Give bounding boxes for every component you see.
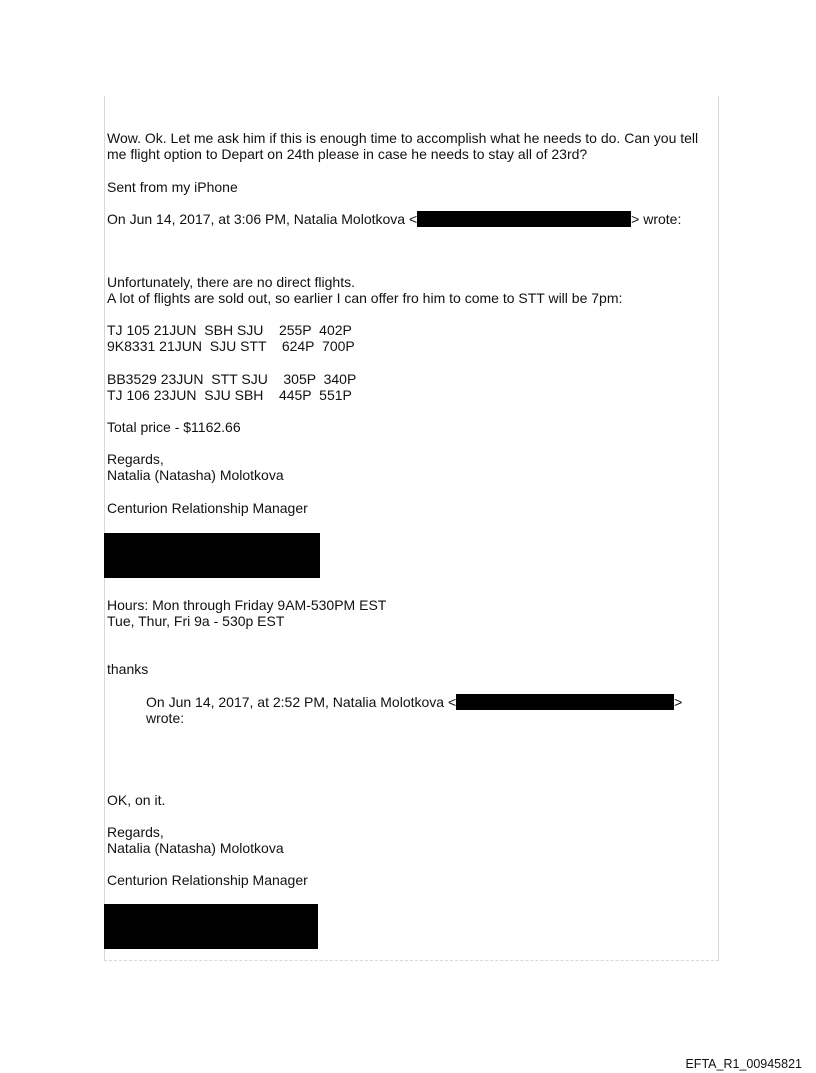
quote-header-1 (107, 211, 681, 228)
flight-row: TJ 106 23JUN SJU SBH 445P 551P (107, 387, 352, 403)
flight-row: 9K8331 21JUN SJU STT 624P 700P (107, 338, 355, 354)
quote-header-2-prefix: On Jun 14, 2017, at 2:52 PM, Natalia Molotkova < (146, 694, 457, 710)
sender-name-2: Natalia (Natasha) Molotkova (107, 840, 284, 856)
sent-from-line: Sent from my iPhone (107, 179, 238, 195)
body-line-2: A lot of flights are sold out, so earlier I can offer fro him to come to STT will be 7pm: (107, 290, 623, 306)
thanks-line: thanks (107, 661, 149, 677)
quote-header-2-suffix: > (674, 694, 683, 710)
total-price: Total price - $1162.66 (107, 419, 241, 435)
document-id: EFTA_R1_00945821 (685, 1057, 802, 1071)
redacted-email-2 (456, 694, 674, 710)
sender-title-2: Centurion Relationship Manager (107, 872, 308, 888)
quote-header-2-wrote: wrote: (146, 710, 185, 726)
flight-row: TJ 105 21JUN SBH SJU 255P 402P (107, 322, 352, 338)
reply-line-2: me flight option to Depart on 24th please in case he needs to stay all of 23rd? (107, 146, 588, 162)
redacted-signature-block-1 (104, 533, 320, 578)
sender-title-1: Centurion Relationship Manager (107, 500, 308, 516)
regards-2: Regards, (107, 824, 164, 840)
redacted-signature-block-2 (104, 904, 318, 949)
reply-line-1: Wow. Ok. Let me ask him if this is enough time to accomplish what he needs to do. Can you tell (107, 130, 699, 146)
hours-line-1: Hours: Mon through Friday 9AM-530PM EST (107, 597, 387, 613)
body-line-1: Unfortunately, there are no direct flights. (107, 274, 355, 290)
sender-name-1: Natalia (Natasha) Molotkova (107, 467, 284, 483)
flight-row: BB3529 23JUN STT SJU 305P 340P (107, 371, 357, 387)
ok-on-it-line: OK, on it. (107, 792, 166, 808)
quote-header-2 (146, 694, 682, 711)
quote-header-1-suffix: > wrote: (631, 211, 682, 227)
quote-header-1-prefix: On Jun 14, 2017, at 3:06 PM, Natalia Molotkova < (107, 211, 418, 227)
regards-1: Regards, (107, 451, 164, 467)
hours-line-2: Tue, Thur, Fri 9a - 530p EST (107, 613, 285, 629)
redacted-email-1 (417, 211, 631, 227)
